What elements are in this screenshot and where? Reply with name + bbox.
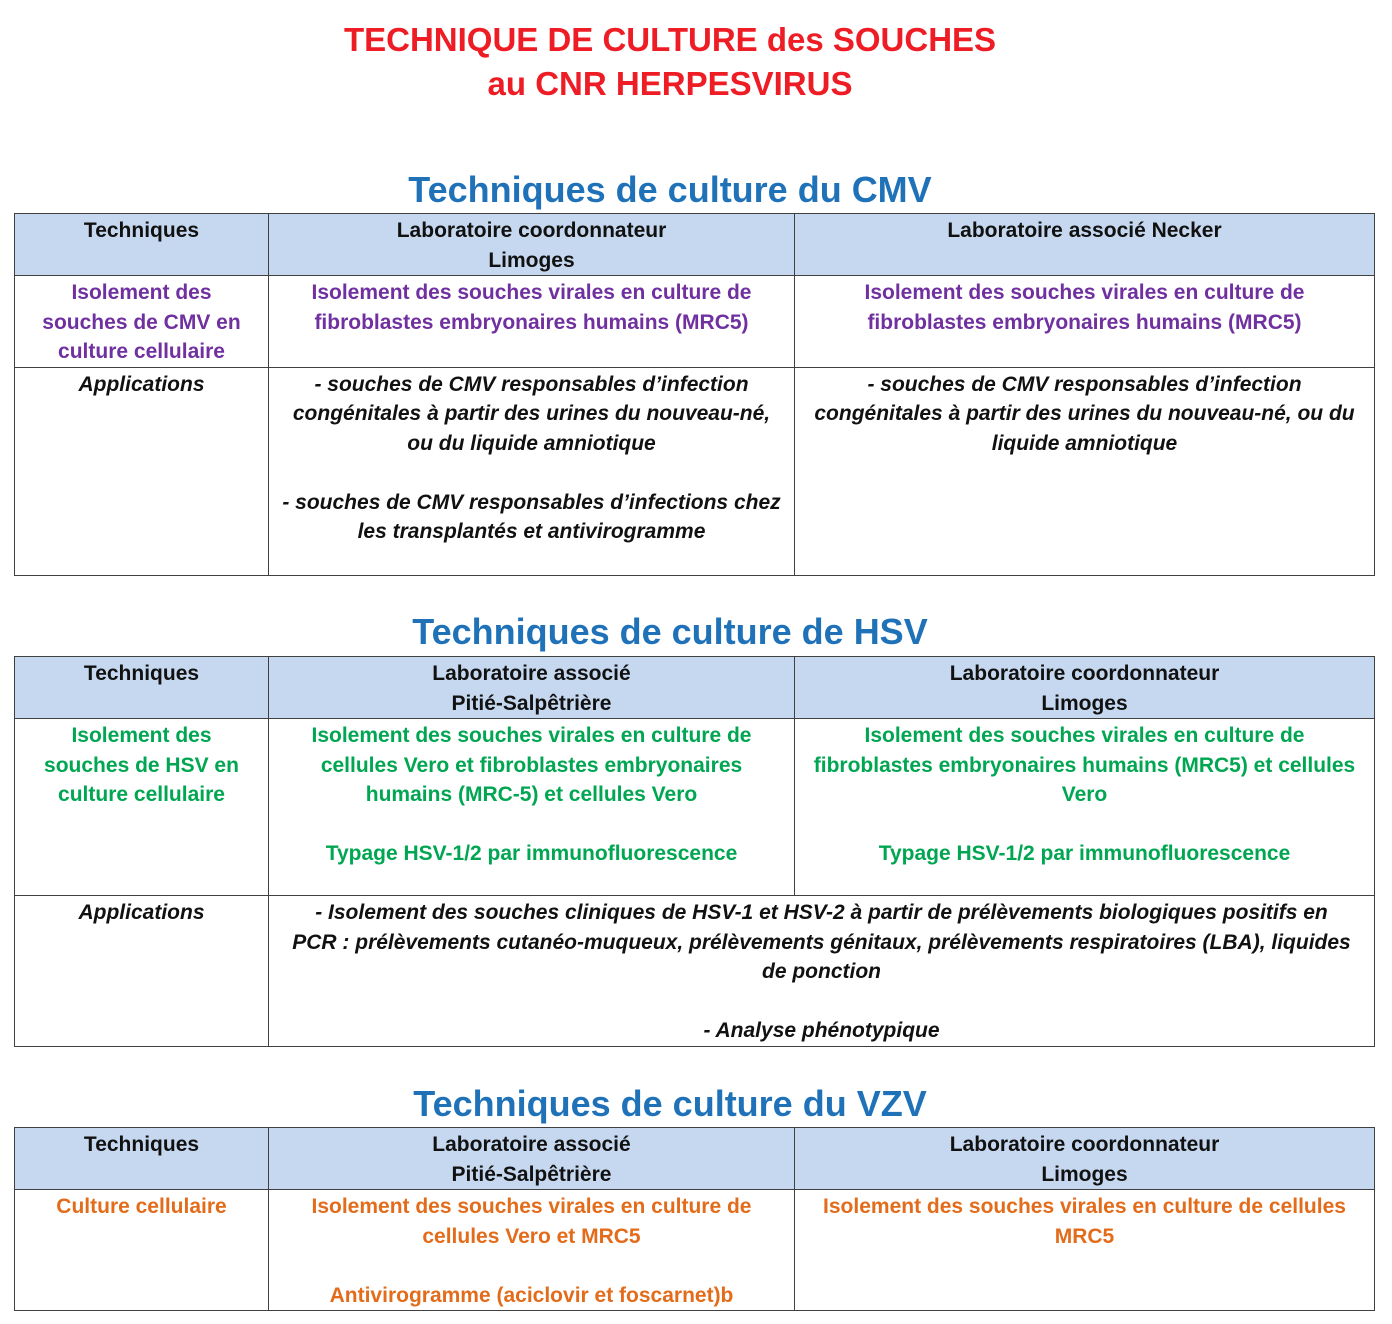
hsv-header-lab-limoges: Laboratoire coordonnateur Limoges [795, 657, 1375, 719]
vzv-antivirogramme: Antivirogramme (aciclovir et foscarnet)b [329, 1283, 734, 1307]
cmv-header-techniques: Techniques [15, 214, 269, 276]
hsv-header-lab-pitie: Laboratoire associé Pitié-Salpêtrière [269, 657, 795, 719]
vzv-culture-limoges: Isolement des souches virales en culture de cellules MRC5 [795, 1190, 1375, 1311]
cmv-applications-limoges: - souches de CMV responsables d’infection congénitales à partir des urines du nouveau-né, ou du liquide amniotique - souches de CMV responsables d’infections chez les transplantés et antivirogramme [269, 367, 795, 575]
hsv-typage-limoges: Typage HSV-1/2 par immunofluorescence [878, 842, 1291, 865]
cmv-header-lab-limoges: Laboratoire coordonnateur Limoges [269, 214, 795, 276]
hsv-analyse-phenotypique: - Analyse phénotypique [703, 1019, 940, 1042]
cmv-table [14, 213, 1375, 576]
vzv-header-lab-limoges: Laboratoire coordonnateur Limoges [795, 1128, 1375, 1190]
hsv-isolement-pitie: Isolement des souches virales en culture de cellules Vero et fibroblastes embryonaires humains (MRC-5) et cellules Vero Typage HSV-1/2 par immunofluorescence [269, 719, 795, 896]
hsv-typage-pitie: Typage HSV-1/2 par immunofluorescence [325, 842, 738, 865]
cmv-header-row [15, 214, 1375, 276]
vzv-header-row [15, 1128, 1375, 1190]
cmv-isolement-limoges: Isolement des souches virales en culture de fibroblastes embryonaires humains (MRC5) [269, 276, 795, 368]
hsv-section-title: Techniques de culture de HSV [412, 611, 928, 652]
vzv-header-lab-pitie: Laboratoire associé Pitié-Salpêtrière [269, 1128, 795, 1190]
hsv-table [14, 656, 1375, 1047]
cmv-isolement-row [15, 276, 1375, 368]
hsv-header-techniques: Techniques [15, 657, 269, 719]
vzv-table [14, 1127, 1375, 1311]
hsv-isolement-row [15, 719, 1375, 896]
document-title-line1: TECHNIQUE DE CULTURE des SOUCHES [343, 21, 997, 58]
cmv-isolement-label: Isolement des souches de CMV en culture cellulaire [15, 276, 269, 368]
document-title [0, 18, 1340, 106]
cmv-applications-necker: - souches de CMV responsables d’infection congénitales à partir des urines du nouveau-né, ou du liquide amniotique [795, 367, 1375, 575]
hsv-applications-content: - Isolement des souches cliniques de HSV-1 et HSV-2 à partir de prélèvements biologiques positifs en PCR : prélèvements cutanéo-muqueux, prélèvements génitaux, prélèvements respiratoires (LBA), liquides de ponction - Analyse phénotypique [269, 896, 1375, 1047]
cmv-applications-label: Applications [15, 367, 269, 575]
vzv-header-techniques: Techniques [15, 1128, 269, 1190]
cmv-applications-row [15, 367, 1375, 575]
hsv-isolement-limoges: Isolement des souches virales en culture de fibroblastes embryonaires humains (MRC5) et cellules Vero Typage HSV-1/2 par immunofluorescence [795, 719, 1375, 896]
hsv-header-row [15, 657, 1375, 719]
hsv-applications-label: Applications [15, 896, 269, 1047]
hsv-applications-row [15, 896, 1375, 1047]
vzv-section-title: Techniques de culture du VZV [413, 1083, 927, 1124]
vzv-culture-label: Culture cellulaire [15, 1190, 269, 1311]
document-title-line2: au CNR HERPESVIRUS [487, 65, 853, 102]
hsv-isolement-label: Isolement des souches de HSV en culture cellulaire [15, 719, 269, 896]
cmv-isolement-necker: Isolement des souches virales en culture de fibroblastes embryonaires humains (MRC5) [795, 276, 1375, 368]
vzv-culture-row [15, 1190, 1375, 1311]
cmv-section-title: Techniques de culture du CMV [408, 169, 932, 210]
vzv-culture-pitie: Isolement des souches virales en culture de cellules Vero et MRC5 Antivirogramme (aciclovir et foscarnet)b [269, 1190, 795, 1311]
cmv-header-lab-necker: Laboratoire associé Necker [795, 214, 1375, 276]
